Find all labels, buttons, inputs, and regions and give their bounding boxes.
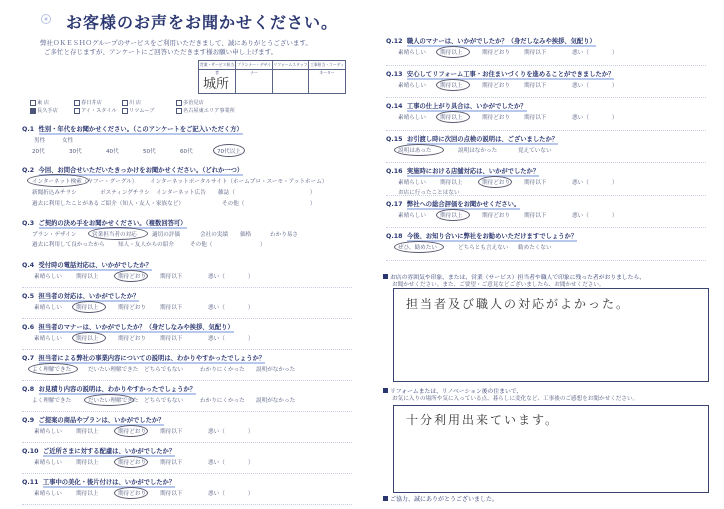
question-text: 工事中の美化・後片付けは、いかがでしたか？ [42, 479, 176, 486]
answer-option[interactable]: 悪い（ [208, 305, 225, 311]
answer-option[interactable]: 素晴らしい [398, 82, 426, 89]
question-number: Q.18 [386, 233, 403, 240]
left-question-q10 [22, 446, 175, 455]
answer-option[interactable]: 期待どおり [118, 336, 146, 342]
answer-option[interactable]: 期待どおり [118, 429, 146, 435]
question-text: 弊社への総合評価をお聞かせください。 [406, 200, 521, 208]
question-number: Q.10 [22, 448, 39, 455]
shop-checkbox-7[interactable] [122, 107, 154, 114]
answer-option[interactable]: どちらとも言えない [458, 245, 509, 251]
q2-option[interactable]: ） [310, 190, 316, 196]
answer-option[interactable]: ） [248, 429, 254, 435]
answer-option[interactable]: 素晴らしい [34, 336, 62, 342]
question-number: Q.13 [386, 70, 403, 78]
question-divider [22, 411, 352, 412]
shop-checkbox-1[interactable] [30, 99, 49, 106]
answer-option[interactable]: 悪い（ [572, 115, 589, 121]
answer-option[interactable]: 期待以上 [440, 50, 463, 56]
question-divider [22, 504, 352, 505]
answer-option[interactable]: ） [248, 336, 254, 342]
shop-checkbox-2[interactable] [74, 99, 102, 106]
answer-circle-mark [114, 270, 148, 282]
question-divider [386, 162, 706, 163]
q3-option[interactable]: その他（ [190, 242, 213, 248]
question-text: 担当者による弊社の事業内容についての説明は、わかりやすかったでしょうか？ [38, 355, 266, 362]
company-logo-icon [40, 13, 52, 25]
footer-thanks: ご協力、誠にありがとうございました。 [383, 494, 498, 503]
question-divider [386, 195, 706, 196]
intro-line-1: 弊社ＯＫＥＳＨＯグループのサービスをご利用いただきまして、誠にありがとうございます。 [40, 39, 312, 47]
left-question-q7 [22, 353, 265, 362]
answer-option[interactable]: よく理解できた [32, 398, 72, 404]
q1-question: Q.1 性別・年代をお聞かせください。（このアンケートをご記入いただく方） [22, 126, 243, 133]
page-title: お客様のお声をお聞かせください。 [66, 13, 339, 32]
answer-option[interactable]: 期待以下 [160, 274, 183, 280]
q2-option[interactable]: ポスティングチラシ [100, 190, 150, 196]
answer-option[interactable]: 悪い（ [572, 82, 589, 89]
answer-option[interactable]: 素晴らしい [398, 212, 426, 219]
question-number: Q.16 [386, 168, 403, 175]
shop-label: リツムーブ [129, 108, 155, 114]
question-number: Q.15 [386, 135, 403, 143]
q1-age-option[interactable]: 60代 [180, 149, 193, 155]
question-divider [386, 130, 706, 131]
left-question-q9 [22, 415, 164, 424]
left-question-q4 [22, 260, 152, 269]
answer-option[interactable]: 悪い（ [208, 274, 225, 280]
handwritten-staff-name: 城所 [203, 77, 230, 92]
free1-answer-box[interactable] [393, 288, 709, 382]
question-text: 担当者のマナーは、いかがでしたか？（身だしなみや挨拶、気配り） [38, 324, 234, 331]
answer-option[interactable]: 期待どおり [482, 50, 510, 56]
q3-option[interactable]: 価格 [240, 232, 252, 238]
answer-option[interactable]: 素晴らしい [34, 491, 62, 497]
answer-circle-mark [27, 174, 89, 187]
answer-option[interactable]: ） [612, 180, 618, 186]
stamp-header-construction: 工事担当・コーディネーター [310, 62, 344, 75]
answer-circle-mark [72, 332, 106, 344]
answer-circle-mark [84, 394, 134, 406]
answer-option[interactable]: 期待どおり [482, 180, 510, 186]
q2-question: Q.2 今回、お問合せいただいたきっかけをお聞かせください。（どれか一つ） [22, 167, 244, 174]
answer-circle-mark [88, 227, 148, 240]
question-number: Q.17 [386, 200, 403, 208]
free2-answer-box[interactable] [393, 405, 709, 493]
shop-label: 多治見店 [183, 100, 204, 106]
question-number: Q.4 [22, 262, 35, 269]
answer-option[interactable]: 期待以上 [76, 460, 99, 466]
answer-option[interactable]: ） [248, 460, 254, 466]
answer-option[interactable]: 素晴らしい [398, 115, 426, 121]
left-question-q11 [22, 477, 175, 486]
answer-option[interactable]: 素晴らしい [398, 180, 426, 186]
right-question-q16 [386, 166, 539, 175]
answer-circle-mark [436, 209, 470, 221]
q1-age-option[interactable]: 30代 [69, 149, 82, 155]
question-divider [22, 380, 352, 381]
question-text: 受付時の電話対応は、いかがでしたか？ [38, 262, 152, 269]
question-divider [386, 65, 706, 66]
answer-option[interactable]: 期待以下 [524, 50, 547, 56]
answer-circle-mark [114, 487, 148, 499]
answer-option[interactable]: 素晴らしい [34, 429, 62, 435]
answer-option[interactable]: 素晴らしい [34, 305, 62, 311]
question-text: お見積り内容の説明は、わかりやすかったでしょうか？ [38, 386, 196, 393]
answer-option[interactable]: だいたい理解できた [88, 367, 139, 373]
answer-option[interactable]: 説明がなかった [256, 367, 296, 373]
answer-option[interactable]: お店に行ったことはない [398, 190, 460, 196]
q2-option[interactable]: ご紹介（知人・友人・家族など） [100, 201, 184, 207]
answer-option[interactable]: ） [612, 82, 618, 89]
right-question-q14 [386, 101, 527, 110]
question-number: Q.7 [22, 355, 35, 362]
intro-line-2: ご多忙と存じますが、アンケートにご回答いただきます様お願い申し上げます。 [44, 48, 278, 56]
answer-option[interactable]: 期待どおり [482, 115, 510, 121]
answer-option[interactable]: 勧めたくない [518, 245, 552, 251]
answer-option[interactable]: 悪い（ [208, 429, 225, 435]
q3-question: Q.3 ご契約の決め手をお聞かせください。（複数回答可） [22, 220, 187, 227]
stamp-header-planner: プランナー・デザイナー [236, 61, 273, 69]
answer-option[interactable]: 期待以上 [76, 429, 99, 435]
q1-gender-male[interactable]: 男性 [34, 138, 46, 144]
q2-option[interactable]: インターネット検索（ヤフー・グーグル） [32, 179, 138, 185]
q3-option[interactable]: 知人・友人からの紹介 [118, 242, 174, 248]
answer-option[interactable]: 期待以下 [160, 336, 183, 342]
free1-prompt-line2: お聞かせください。また、ご要望・ご意見などございましたら、お聞かせください。 [392, 282, 605, 288]
question-number: Q.5 [22, 293, 35, 300]
shop-label: 春日井店 [81, 100, 102, 106]
free1-answer-text: 担当者及び職人の対応がよかった。 [406, 297, 631, 311]
answer-circle-mark [72, 301, 106, 313]
answer-option[interactable]: 期待以上 [440, 180, 463, 186]
answer-option[interactable]: 期待以下 [160, 429, 183, 435]
left-question-q8 [22, 384, 196, 393]
answer-circle-mark [114, 425, 148, 437]
question-text: 職人のマナーは、いかがでしたか？（身だしなみや挨拶、気配り） [406, 38, 596, 45]
answer-option[interactable]: 期待どおり [482, 212, 510, 219]
answer-circle-mark [436, 79, 470, 91]
shop-checkbox-3[interactable] [122, 99, 141, 106]
shop-label: 川 店 [129, 100, 142, 106]
question-divider [22, 318, 352, 319]
answer-option[interactable]: 悪い（ [208, 336, 225, 342]
question-divider [386, 260, 706, 261]
shop-checkbox-5[interactable] [30, 107, 58, 114]
q1-age-option[interactable]: 20代 [32, 149, 45, 155]
question-number: Q.6 [22, 324, 35, 331]
answer-option[interactable]: 悪い（ [572, 50, 589, 56]
q2-option[interactable]: その他（ [222, 201, 245, 207]
answer-option[interactable]: 悪い（ [572, 180, 589, 186]
answer-option[interactable]: どちらでもない [144, 398, 184, 404]
free2-answer-text: 十分利用出来ています。 [406, 413, 560, 427]
answer-option[interactable]: 期待以上 [440, 82, 463, 89]
q1-age-option[interactable]: 40代 [106, 149, 119, 155]
stamp-header-sales: 営業・サービス担当者 [199, 62, 235, 75]
checkbox-icon [30, 108, 36, 114]
q3-option[interactable]: 過去に利用して良かったから [32, 242, 105, 248]
answer-option[interactable]: 期待以下 [160, 460, 183, 466]
answer-option[interactable]: 期待以下 [524, 115, 547, 121]
answer-circle-mark [478, 176, 512, 188]
question-text: 安心してリフォーム工事・お住まいづくりを進めることができましたか？ [406, 70, 615, 78]
answer-circle-mark [394, 144, 444, 156]
q2-option[interactable]: ） [310, 201, 316, 207]
right-question-q15 [386, 134, 558, 143]
question-divider [22, 442, 352, 443]
answer-circle-mark [114, 456, 148, 468]
question-divider [22, 349, 352, 350]
question-divider [386, 97, 706, 98]
right-question-q17 [386, 199, 520, 208]
question-number: Q.12 [386, 38, 403, 45]
answer-option[interactable]: 期待以下 [524, 180, 547, 186]
answer-option[interactable]: 期待以上 [76, 491, 99, 497]
answer-option[interactable]: 期待以上 [440, 212, 463, 219]
answer-option[interactable]: 期待どおり [118, 274, 146, 280]
answer-option[interactable]: どちらでもない [144, 367, 184, 373]
shop-label: 長久手店 [37, 108, 58, 114]
question-divider [22, 473, 352, 474]
checkbox-icon [74, 108, 80, 114]
answer-option[interactable]: 素晴らしい [34, 460, 62, 466]
question-text: 今後、お知り合いに弊社をお勧めいただけますでしょうか？ [406, 233, 578, 240]
q2-option[interactable]: インターネットポータルサイト（ホームプロ・スーモ・アットホーム） [150, 179, 328, 185]
checkbox-icon [74, 100, 80, 106]
answer-option[interactable]: 説明はなかった [458, 147, 498, 154]
question-text: 担当者の対応は、いかがでしたか？ [38, 293, 140, 300]
answer-option[interactable]: 期待以下 [524, 82, 547, 89]
answer-option[interactable]: ） [612, 115, 618, 121]
answer-option[interactable]: 覚えていない [518, 147, 552, 154]
answer-circle-mark [213, 144, 245, 157]
answer-option[interactable]: 悪い（ [208, 491, 225, 497]
answer-option[interactable]: わかりにくかった [200, 367, 245, 373]
answer-option[interactable]: 期待以上 [76, 336, 99, 342]
checkbox-icon [176, 108, 182, 114]
answer-option[interactable]: ） [612, 50, 618, 56]
q3-option[interactable]: 営業担当者の対応 [92, 232, 137, 238]
answer-option[interactable]: 期待以上 [76, 305, 99, 311]
q2-option[interactable]: 雑誌（ [218, 190, 235, 196]
q2-option[interactable]: 過去に利用したことがある [32, 201, 100, 207]
answer-circle-mark [394, 241, 444, 253]
checkbox-icon [122, 100, 128, 106]
q3-option[interactable]: プラン・デザイン [32, 232, 77, 238]
answer-option[interactable]: ） [248, 491, 254, 497]
answer-option[interactable]: ） [248, 305, 254, 311]
answer-option[interactable]: 期待以上 [76, 274, 99, 280]
answer-circle-mark [436, 46, 470, 58]
stamp-header-reform: リフォームスタッフ [273, 62, 308, 67]
question-text: 工事の仕上がり具合は、いかがでしたか？ [406, 103, 527, 110]
checkbox-icon [122, 108, 128, 114]
free2-prompt-line2: お気に入りの場所や気に入っている点、暮らしに変化など、工事後のご感想をお聞かせください。 [392, 396, 639, 402]
right-question-q18 [386, 231, 577, 240]
answer-option[interactable]: 期待以下 [160, 491, 183, 497]
shop-checkbox-6[interactable] [74, 107, 117, 114]
left-question-q5 [22, 291, 139, 300]
q1-age-option[interactable]: 70代以上 [217, 149, 241, 155]
checkbox-icon [30, 100, 36, 106]
right-question-q13 [386, 69, 614, 78]
free2-prompt-line1: リフォームまたは、リノベーション後の住まいで、 [383, 386, 522, 395]
right-question-q12 [386, 36, 596, 45]
answer-option[interactable]: ） [248, 274, 254, 280]
answer-option[interactable]: よく理解できた [32, 367, 72, 373]
question-number: Q.11 [22, 479, 39, 486]
answer-option[interactable]: 素晴らしい [398, 50, 426, 56]
shop-label: 東 店 [37, 100, 50, 106]
left-question-q6 [22, 322, 234, 331]
answer-option[interactable]: わかりにくかった [200, 398, 245, 404]
answer-option[interactable]: 期待どおり [118, 305, 146, 311]
q3-option[interactable]: 適切の評価 [152, 232, 180, 238]
answer-option[interactable]: 悪い（ [572, 212, 589, 219]
question-number: Q.9 [22, 417, 35, 424]
question-number: Q.8 [22, 386, 35, 393]
question-divider [386, 227, 706, 228]
question-text: ご近所さまに対する配慮は、いかがでしたか？ [42, 448, 176, 455]
q1-age-option[interactable]: 50代 [143, 149, 156, 155]
question-text: お引渡し時に次回の点検の説明は、ございましたか？ [406, 135, 559, 143]
answer-option[interactable]: 期待どおり [482, 82, 510, 89]
answer-option[interactable]: 期待どおり [118, 491, 146, 497]
answer-option[interactable]: 悪い（ [208, 460, 225, 466]
question-divider [22, 287, 352, 288]
q3-option[interactable]: 会社の実績 [200, 232, 228, 238]
answer-option[interactable]: 期待以下 [524, 212, 547, 219]
question-text: ご提案の商品やプランは、いかがでしたか？ [38, 417, 165, 424]
answer-option[interactable]: 期待どおり [118, 460, 146, 466]
shop-checkbox-8[interactable] [176, 107, 235, 114]
answer-option[interactable]: 説明はあった [398, 147, 432, 154]
answer-option[interactable]: 期待以上 [440, 115, 463, 121]
answer-option[interactable]: ） [612, 212, 618, 219]
checkbox-icon [176, 100, 182, 106]
shop-label: 名古屋東エリア事業所 [183, 108, 235, 114]
staff-stamp-table [198, 60, 346, 94]
answer-option[interactable]: ぜひ、勧めたい [398, 245, 437, 251]
q3-option[interactable]: わかり易さ [270, 232, 298, 238]
answer-option[interactable]: 素晴らしい [34, 274, 62, 280]
free1-prompt-line1: お店の雰囲気や印象、または、営業（サービス）担当者や職人で印象に残った者がおりましたら、 [383, 272, 645, 281]
answer-option[interactable]: 期待以下 [160, 305, 183, 311]
q2-option[interactable]: インターネット広告 [156, 190, 206, 196]
answer-option[interactable]: 説明がなかった [256, 398, 296, 404]
q2-option[interactable]: 新聞折込みチラシ [32, 190, 77, 196]
answer-option[interactable]: だいたい理解できた [88, 398, 139, 404]
q1-gender-female[interactable]: 女性 [62, 138, 74, 144]
question-number: Q.14 [386, 103, 403, 110]
answer-circle-mark [436, 111, 470, 123]
question-text: 実施時における店舗対応は、いかがでしたか？ [406, 168, 540, 175]
shop-checkbox-4[interactable] [176, 99, 204, 106]
answer-circle-mark [28, 363, 78, 375]
shop-label: アイ・スタイル [81, 108, 117, 114]
q3-option[interactable]: ） [260, 242, 266, 248]
